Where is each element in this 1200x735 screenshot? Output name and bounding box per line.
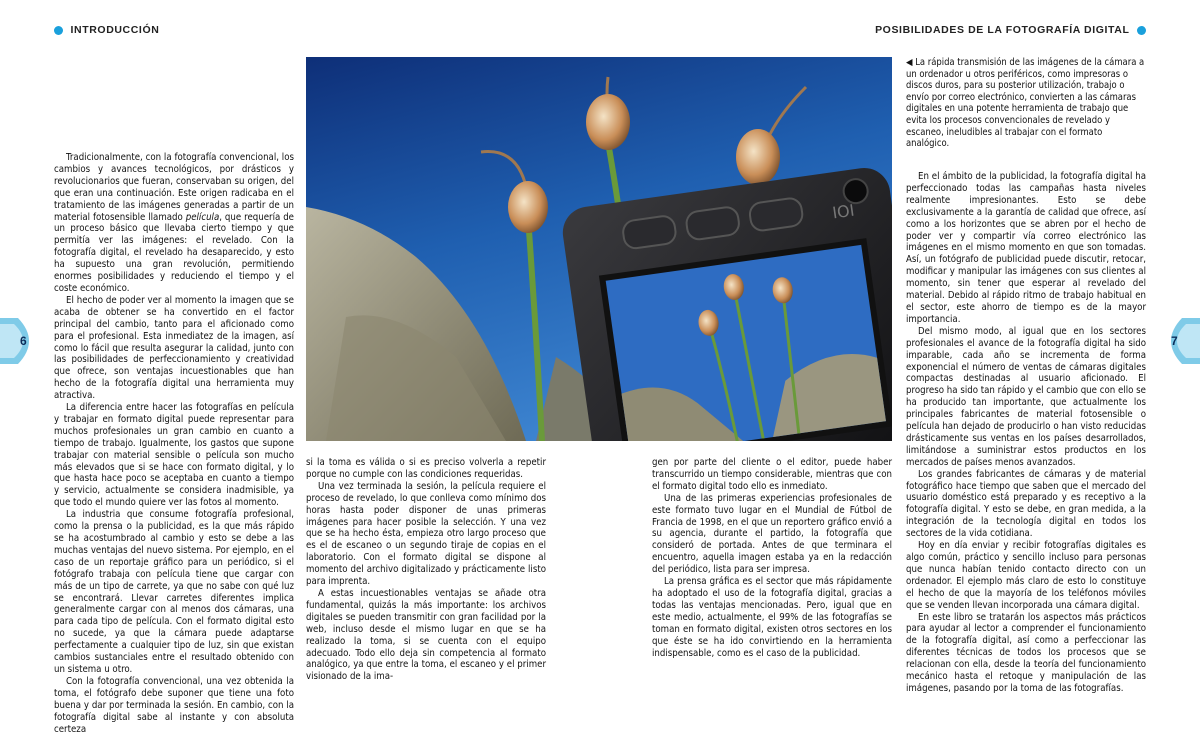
paragraph: En el ámbito de la publicidad, la fotografía digital ha perfeccionado todas las campañas hasta niveles realmente impresionantes. Esto se debe exclusivamente a la garantía de calidad que ofrece, así como a los horizontes que se abren por el hecho de poder ver y compartir vía correo electrónico las imágenes en el mismo momento en que son tomadas. Así, un fotógrafo de publicidad puede discutir, retocar, modificar y manipular las imágenes con sus clientes al momento, sin tener que esperar al revelado del material. Debido al rápido ritmo de trabajo habitual en el sector, este ahorro de tiempo es de la mayor importancia. (906, 171, 1146, 325)
camera-logo: IOI (831, 200, 856, 223)
paragraph: Del mismo modo, al igual que en los sectores profesionales el avance de la fotografía digital ha sido imparable, cada año se incrementa de forma exponencial el número de ventas de cámaras digitales compactas destinadas al usuario aficionado. El progreso ha sido tan rápido y el cambio que con ello se ha producido tan importante, que actualmente los principales fabricantes de material fotosensible o película han dejado de producirlo o han visto reducidas drásticamente sus ventas en los países desarrollados, limitándose a suministrar estos productos en los mercados de países menos avanzados. (906, 325, 1146, 468)
paragraph: si la toma es válida o si es preciso volverla a repetir porque no cumple con las condiciones requeridas. (306, 457, 546, 480)
paragraph: La industria que consume fotografía profesional, como la prensa o la publicidad, es la que más rápido se ha acostumbrado al cambio y esto se debe a las muchas ventajas del nuevo sistema. Por ejemplo, en el caso de un reportaje gráfico para un periódico, si el fotógrafo trabaja con película tiene que cargar con más de un tipo de carrete, ya que no sabe con qué luz se encontrará. Llevar carretes diferentes implica generalmente cargar con al menos dos cámaras, una para cada tipo de película. Con el formato digital esto no sucede, ya que la cámara puede adaptarse perfectamente a cualquier tipo de luz, sin que existan cambios sustanciales entre el resultado obtenido con un sistema u otro. (54, 509, 294, 675)
paragraph: A estas incuestionables ventajas se añade otra fundamental, quizás la más importante: los archivos digitales se pueden transmitir con gran facilidad por la web, incluso desde el mismo lugar en que se ha realizado la toma, si se cuenta con el equipo adecuado. Todo ello deja sin competencia al formato analógico, ya que entre la toma, el escaneo y el primer visionado de la ima- (306, 587, 546, 683)
text-column-2 (306, 457, 546, 683)
text-column-3 (652, 457, 892, 659)
paragraph: Hoy en día enviar y recibir fotografías digitales es algo común, práctico y sencillo incluso para personas que nunca habían tenido contacto directo con un ordenador. El ejemplo más claro de esto lo constituye el hecho de que la mayoría de los teléfonos móviles que se venden llevan incorporada una cámara digital. (906, 540, 1146, 611)
camera-photo-illustration (306, 57, 892, 441)
paragraph-text: Tradicionalmente, con la fotografía convencional, los cambios y avances tecnológicos, por drásticos y revolucionarios que fueran, conservaban su origen, del que eran una continuación. Este origen radicaba en el tratamiento de las imágenes generadas a partir de un material fotosensible llamado (54, 152, 294, 223)
page-tab-shape-icon (1160, 318, 1200, 364)
paragraph-text: , que requería de un proceso básico que llevaba cierto tiempo y que permitía ver las imágenes: el revelado. Con la fotografía digital, el revelado ha desaparecido, y esto ha supuesto una gran revolución, permitiendo enormes posibilidades y reduciendo el tiempo y el coste económico. (54, 211, 294, 294)
header-bullet-icon (54, 26, 63, 35)
paragraph: Con la fotografía convencional, una vez obtenida la toma, el fotógrafo debe suponer que tiene una foto buena y dar por terminada la sesión. En cambio, con la fotografía digital sabe al instante y con absoluta certeza (54, 675, 294, 735)
paragraph: En este libro se tratarán los aspectos más prácticos para ayudar al lector a comprender el funcionamiento de la fotografía digital, así como a perfeccionar las diferentes técnicas de todos los procesos que se relacionan con ella, desde la teoría del funcionamiento mecánico hasta el retoque y manipulación de las imágenes, pasando por la toma de las fotografías. (906, 611, 1146, 694)
paragraph-emphasis: película (185, 211, 220, 223)
camera-photo (306, 57, 892, 441)
paragraph: El hecho de poder ver al momento la imagen que se acaba de obtener se ha convertido en el factor principal del cambio, tanto para el aficionado como para el profesional. Esta inmediatez de la imagen, así como lo fácil que resulta asegurar la calidad, junto con las posibilidades de perfeccionamiento y creatividad que ofrece, son ventajas incuestionables que han hecho de la fotografía digital una herramienta muy atractiva. (54, 294, 294, 402)
page-tab-left (0, 318, 40, 364)
text-column-4 (906, 171, 1146, 695)
paragraph: gen por parte del cliente o el editor, puede haber transcurrido un tiempo considerable, mientras que con el formato digital todo ello es inmediato. (652, 457, 892, 492)
header-right-title: POSIBILIDADES DE LA FOTOGRAFÍA DIGITAL (875, 24, 1130, 36)
paragraph (54, 152, 294, 295)
triangle-left-icon: ◀ (906, 57, 913, 68)
paragraph: Los grandes fabricantes de cámaras y de material fotográfico hace tiempo que saben que el mercado del usuario doméstico está preparado y es receptivo a la fotografía digital. Y esto se debe, en gran medida, a la integración de la tecnología digital en todos los sectores de la vida cotidiana. (906, 468, 1146, 540)
header-right (875, 24, 1146, 36)
page-tab-right (1160, 318, 1200, 364)
page-number-left: 6 (20, 334, 27, 348)
header-bullet-icon (1137, 26, 1146, 35)
text-column-1 (54, 152, 294, 735)
photo-caption (906, 57, 1146, 150)
caption-text: La rápida transmisión de las imágenes de la cámara a un ordenador u otros periféricos, como impresoras o discos duros, para su posterior utilización, trabajo o envío por correo electrónico, convierten a las cámaras digitales en una potente herramienta de trabajo que evita los procesos convencionales de revelado y escaneo, ineludibles al trabajar con el formato analógico. (906, 57, 1145, 150)
paragraph: Una de las primeras experiencias profesionales de este formato tuvo lugar en el Mundial de Fútbol de Francia de 1998, en el que un reportero gráfico envió a su agencia, durante el partido, la fotografía que consideró de portada. Antes de que terminara el encuentro, aquella imagen estaba ya en la redacción del periódico, lista para ser impresa. (652, 492, 892, 576)
header-left (54, 24, 159, 36)
paragraph: Una vez terminada la sesión, la película requiere el proceso de revelado, lo que conlleva como mínimo dos horas hasta poder disponer de unas primeras imágenes para hacer posible la selección. Y una vez que se ha hecho ésta, empieza otro largo proceso que es el de escaneo o un segundo tiraje de copias en el laboratorio. Con el formato digital se dispone al momento del archivo digitalizado y prácticamente listo para imprenta. (306, 480, 546, 588)
paragraph: La diferencia entre hacer las fotografías en película y trabajar en formato digital puede representar para muchos profesionales un gran cambio en cuanto a tiempo de trabajo. Igualmente, los gastos que supone trabajar con material sensible o película son mucho más elevados que si se hace con formato digital, y lo que hasta hace poco se aceptaba en cuanto a tiempo y servicio, actualmente se considera inadmisible, ya que todo el mundo quiere ver las fotos al momento. (54, 402, 294, 509)
header-left-title: INTRODUCCIÓN (70, 24, 160, 36)
page-number-right: 7 (1171, 334, 1178, 348)
paragraph: La prensa gráfica es el sector que más rápidamente ha adoptado el uso de la fotografía digital, gracias a todas las ventajas mencionadas. Pero, igual que en este medio, actualmente, el 99% de las fotografías se toman en formato digital, existen otros sectores en los que éste se ha ido convirtiendo en la herramienta indispensable, como es el caso de la publicidad. (652, 576, 892, 659)
